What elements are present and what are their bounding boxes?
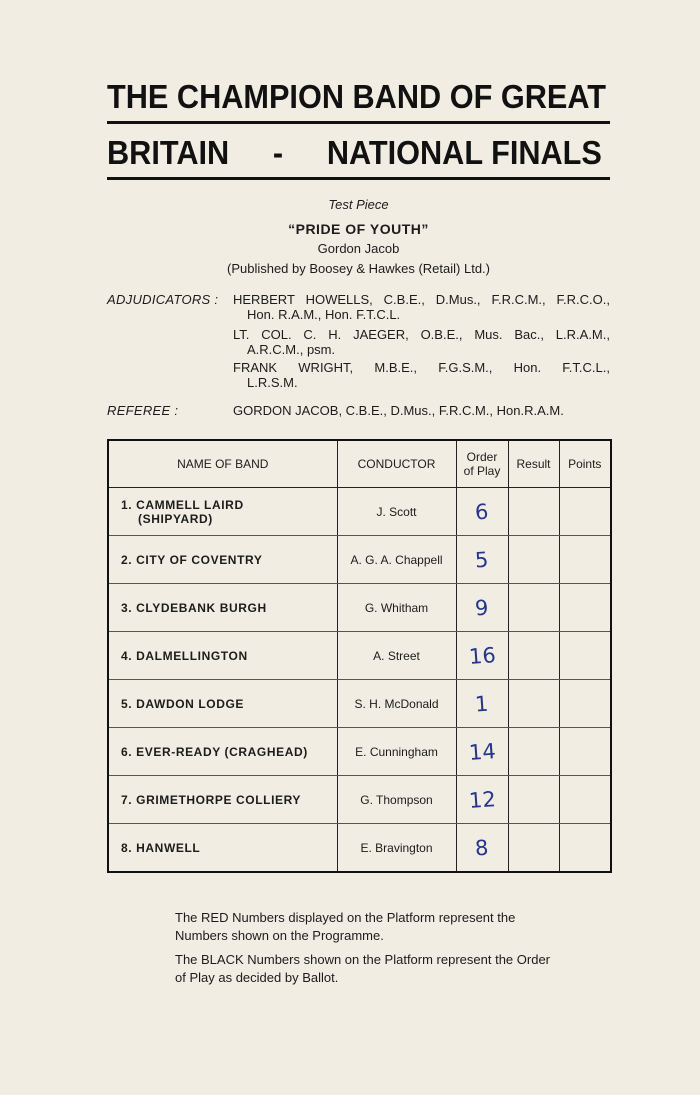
- note-red-numbers: The RED Numbers displayed on the Platform represent the Numbers shown on the Programme.: [175, 910, 516, 943]
- band-name: 4. DALMELLINGTON: [108, 632, 337, 680]
- result-cell: [508, 824, 559, 873]
- handwritten-order: 12: [467, 786, 497, 813]
- title-national-finals: NATIONAL FINALS: [326, 134, 602, 171]
- order-of-play: [456, 728, 508, 776]
- adjudicator-3: [233, 360, 610, 390]
- header-result: Result: [508, 440, 559, 488]
- header-order-line-2: of Play: [463, 464, 501, 478]
- points-cell: [559, 824, 611, 873]
- adjudicator-1-line-1: HERBERT HOWELLS, C.B.E., D.Mus., F.R.C.M., F.R.C.O.,: [233, 292, 610, 307]
- order-of-play: [456, 824, 508, 873]
- table-row: [108, 776, 611, 824]
- handwritten-order: 16: [467, 642, 497, 669]
- order-of-play: [456, 680, 508, 728]
- adjudicator-2-line-1: LT. COL. C. H. JAEGER, O.B.E., Mus. Bac., L.R.A.M.,: [233, 327, 610, 342]
- header-order-line-1: Order: [466, 450, 498, 464]
- main-title-line-1: THE CHAMPION BAND OF GREAT: [107, 78, 606, 115]
- test-piece-title: “PRIDE OF YOUTH”: [288, 221, 429, 237]
- result-cell: [508, 680, 559, 728]
- title-rule-top: [107, 121, 610, 124]
- header-points: Points: [559, 440, 611, 488]
- composer: Gordon Jacob: [317, 241, 400, 256]
- header-order-of-play: [456, 440, 508, 488]
- order-of-play: [456, 536, 508, 584]
- band-name: 6. EVER-READY (CRAGHEAD): [108, 728, 337, 776]
- handwritten-order: 8: [474, 835, 490, 860]
- band-name: [108, 488, 337, 536]
- bands-table: [107, 439, 612, 873]
- handwritten-order: 14: [467, 738, 497, 765]
- conductor: E. Cunningham: [337, 728, 456, 776]
- handwritten-order: 6: [474, 499, 490, 524]
- adjudicators-label: ADJUDICATORS :: [107, 292, 219, 307]
- band-name-line-1: 1. CAMMELL LAIRD: [121, 497, 244, 512]
- result-cell: [508, 584, 559, 632]
- conductor: G. Thompson: [337, 776, 456, 824]
- order-of-play: [456, 776, 508, 824]
- adjudicator-1: [233, 292, 610, 322]
- adjudicator-2: [233, 327, 610, 357]
- handwritten-order: 1: [474, 691, 490, 716]
- table-row: [108, 824, 611, 873]
- conductor: A. Street: [337, 632, 456, 680]
- order-of-play: [456, 632, 508, 680]
- table-row: [108, 632, 611, 680]
- result-cell: [508, 728, 559, 776]
- result-cell: [508, 536, 559, 584]
- points-cell: [559, 584, 611, 632]
- points-cell: [559, 536, 611, 584]
- band-name: 5. DAWDON LODGE: [108, 680, 337, 728]
- table-row: [108, 536, 611, 584]
- points-cell: [559, 632, 611, 680]
- table-row: [108, 680, 611, 728]
- conductor: E. Bravington: [337, 824, 456, 873]
- table-header-row: [108, 440, 611, 488]
- publisher: (Published by Boosey & Hawkes (Retail) Ltd.): [226, 261, 490, 276]
- conductor: G. Whitham: [337, 584, 456, 632]
- conductor: J. Scott: [337, 488, 456, 536]
- adjudicator-3-line-1: FRANK WRIGHT, M.B.E., F.G.S.M., Hon. F.T.C.L.,: [233, 360, 610, 375]
- band-name: 7. GRIMETHORPE COLLIERY: [108, 776, 337, 824]
- band-name: 3. CLYDEBANK BURGH: [108, 584, 337, 632]
- result-cell: [508, 488, 559, 536]
- band-name-line-2: (SHIPYARD): [138, 511, 213, 526]
- main-title-line-2: [107, 134, 602, 172]
- note-black-numbers: The BLACK Numbers shown on the Platform represent the Order of Play as decided by Ballot.: [175, 952, 551, 985]
- band-name: 2. CITY OF COVENTRY: [108, 536, 337, 584]
- title-separator: -: [272, 134, 284, 171]
- table-row: [108, 488, 611, 536]
- title-britain: BRITAIN: [107, 134, 230, 171]
- result-cell: [508, 776, 559, 824]
- title-rule-bottom: [107, 177, 610, 180]
- order-of-play: [456, 488, 508, 536]
- conductor: S. H. McDonald: [337, 680, 456, 728]
- points-cell: [559, 488, 611, 536]
- table-row: [108, 728, 611, 776]
- adjudicator-1-line-2: Hon. R.A.M., Hon. F.T.C.L.: [247, 307, 401, 322]
- header-conductor: CONDUCTOR: [337, 440, 456, 488]
- handwritten-order: 5: [474, 547, 490, 572]
- points-cell: [559, 776, 611, 824]
- header-name-of-band: NAME OF BAND: [108, 440, 337, 488]
- points-cell: [559, 728, 611, 776]
- order-of-play: [456, 584, 508, 632]
- referee-name: GORDON JACOB, C.B.E., D.Mus., F.R.C.M., Hon.R.A.M.: [233, 403, 564, 418]
- adjudicator-2-line-2: A.R.C.M., psm.: [247, 342, 336, 357]
- points-cell: [559, 680, 611, 728]
- referee-label: REFEREE :: [107, 403, 179, 418]
- table-row: [108, 584, 611, 632]
- handwritten-order: 9: [474, 595, 490, 620]
- result-cell: [508, 632, 559, 680]
- test-piece-label: Test Piece: [328, 197, 389, 212]
- conductor: A. G. A. Chappell: [337, 536, 456, 584]
- adjudicator-3-line-2: L.R.S.M.: [247, 375, 298, 390]
- band-name: 8. HANWELL: [108, 824, 337, 873]
